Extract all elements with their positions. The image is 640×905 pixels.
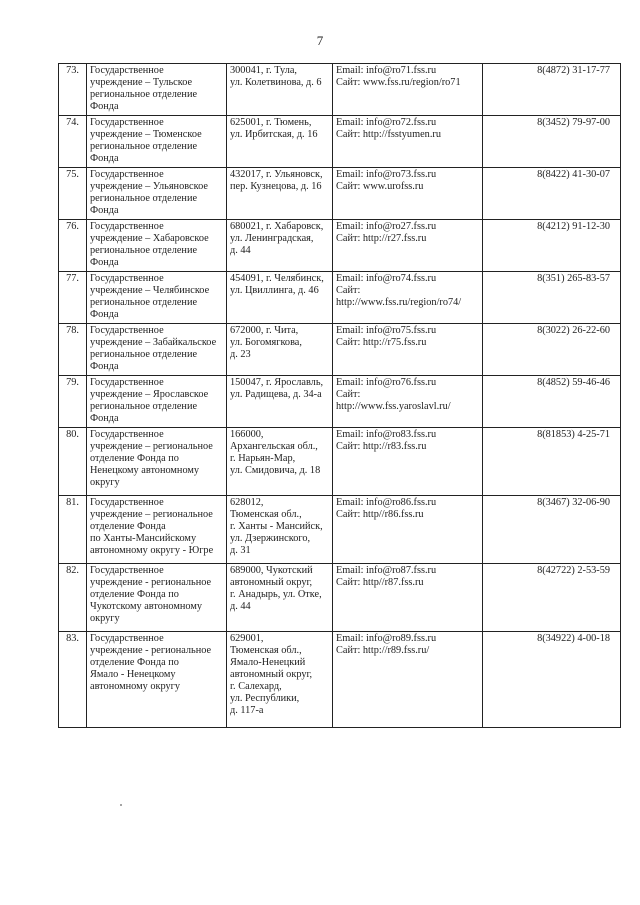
postal-address-line: ул. Цвиллинга, д. 46	[230, 285, 319, 296]
institution-name-cell	[87, 272, 227, 324]
institution-name-line: региональное отделение	[90, 89, 198, 100]
phone-number: 8(351) 265-83-57	[483, 272, 621, 324]
postal-address-line: г. Анадырь, ул. Отке,	[230, 589, 322, 600]
postal-address-line: д. 23	[230, 349, 251, 360]
contact-info-line[interactable]: Email: info@ro86.fss.ru	[336, 497, 437, 508]
row-number: 82.	[59, 564, 87, 632]
postal-address-cell	[227, 168, 333, 220]
postal-address-line: ул. Ирбитская, д. 16	[230, 129, 318, 140]
institution-name-line: учреждение – региональное	[90, 509, 213, 520]
postal-address-line: ул. Богомягкова,	[230, 337, 302, 348]
contact-info-cell	[333, 168, 483, 220]
phone-number: 8(3452) 79-97-00	[483, 116, 621, 168]
institution-name-line: Фонда	[90, 309, 119, 320]
table-row	[59, 168, 621, 220]
contact-info-line[interactable]: Email: info@ro73.fss.ru	[336, 169, 437, 180]
contact-info-cell	[333, 324, 483, 376]
postal-address-line: г. Ханты - Мансийск,	[230, 521, 323, 532]
postal-address-line: д. 31	[230, 545, 251, 556]
institution-name-line: Государственное	[90, 169, 164, 180]
institution-name-cell	[87, 116, 227, 168]
postal-address-line: 628012,	[230, 497, 264, 508]
contact-info-line[interactable]: Сайт:	[336, 285, 361, 296]
postal-address-line: 672000, г. Чита,	[230, 325, 299, 336]
table-row	[59, 632, 621, 728]
postal-address-line: автономный округ,	[230, 669, 313, 680]
table-row	[59, 376, 621, 428]
contact-info-line[interactable]: Сайт: http://r89.fss.ru/	[336, 645, 430, 656]
postal-address-cell	[227, 324, 333, 376]
institution-name-cell	[87, 496, 227, 564]
row-number: 80.	[59, 428, 87, 496]
institution-name-cell	[87, 64, 227, 116]
contact-info-line[interactable]: Email: info@ro74.fss.ru	[336, 273, 437, 284]
postal-address-cell	[227, 376, 333, 428]
contact-info-line[interactable]: Email: info@ro71.fss.ru	[336, 65, 437, 76]
row-number: 79.	[59, 376, 87, 428]
postal-address-line: д. 44	[230, 601, 251, 612]
table-row	[59, 220, 621, 272]
contact-info-line[interactable]: Сайт: http://r27.fss.ru	[336, 233, 427, 244]
contact-info-line[interactable]: Сайт: www.fss.ru/region/ro71	[336, 77, 461, 88]
postal-address-line: 166000,	[230, 429, 264, 440]
institution-name-line: Государственное	[90, 633, 164, 644]
postal-address-line: Тюменская обл.,	[230, 645, 302, 656]
postal-address-cell	[227, 272, 333, 324]
institution-name-line: учреждение – Челябинское	[90, 285, 210, 296]
institution-name-line: Фонда	[90, 153, 119, 164]
institution-name-line: Государственное	[90, 273, 164, 284]
institution-name-line: учреждение - региональное	[90, 645, 212, 656]
postal-address-line: 432017, г. Ульяновск,	[230, 169, 323, 180]
phone-number: 8(4872) 31-17-77	[483, 64, 621, 116]
contact-info-cell	[333, 220, 483, 272]
contact-info-line[interactable]: Email: info@ro83.fss.ru	[336, 429, 437, 440]
institution-name-line: Фонда	[90, 361, 119, 372]
postal-address-line: ул. Смидовича, д. 18	[230, 465, 321, 476]
institution-name-cell	[87, 564, 227, 632]
institution-name-cell	[87, 324, 227, 376]
postal-address-line: Тюменская обл.,	[230, 509, 302, 520]
postal-address-line: 680021, г. Хабаровск,	[230, 221, 324, 232]
institution-name-line: Государственное	[90, 565, 164, 576]
contact-info-line[interactable]: Email: info@ro76.fss.ru	[336, 377, 437, 388]
contact-info-line[interactable]: Сайт: http//r86.fss.ru	[336, 509, 424, 520]
row-number: 78.	[59, 324, 87, 376]
contact-info-line[interactable]: http://www.fss.yaroslavl.ru/	[336, 401, 451, 412]
table-row	[59, 496, 621, 564]
institution-name-line: региональное отделение	[90, 401, 198, 412]
postal-address-line: д. 117-а	[230, 705, 264, 716]
institution-name-line: отделение Фонда по	[90, 453, 179, 464]
table-body	[59, 64, 621, 728]
phone-number: 8(42722) 2-53-59	[483, 564, 621, 632]
institution-name-line: региональное отделение	[90, 349, 198, 360]
institution-name-line: Чукотскому автономному	[90, 601, 202, 612]
institution-name-line: учреждение - региональное	[90, 577, 212, 588]
table-row	[59, 64, 621, 116]
postal-address-cell	[227, 564, 333, 632]
contact-info-cell	[333, 496, 483, 564]
institution-name-line: учреждение – Тульское	[90, 77, 193, 88]
institution-name-line: региональное отделение	[90, 193, 198, 204]
postal-address-line: автономный округ,	[230, 577, 313, 588]
row-number: 76.	[59, 220, 87, 272]
contact-info-line[interactable]: Email: info@ro89.fss.ru	[336, 633, 437, 644]
row-number: 74.	[59, 116, 87, 168]
institution-name-line: по Ханты-Мансийскому	[90, 533, 197, 544]
contact-info-line[interactable]: Сайт:	[336, 389, 361, 400]
contact-info-line[interactable]: Email: info@ro75.fss.ru	[336, 325, 437, 336]
row-number: 75.	[59, 168, 87, 220]
postal-address-line: ул. Ленинградская,	[230, 233, 314, 244]
postal-address-line: 625001, г. Тюмень,	[230, 117, 312, 128]
contact-info-line[interactable]: Сайт: http//r87.fss.ru	[336, 577, 424, 588]
table-row	[59, 324, 621, 376]
contact-info-cell	[333, 64, 483, 116]
postal-address-line: 689000, Чукотский	[230, 565, 313, 576]
scan-speck	[120, 804, 122, 806]
page-number: 7	[316, 33, 324, 48]
postal-address-line: ул. Радищева, д. 34-а	[230, 389, 322, 400]
table-row	[59, 428, 621, 496]
institution-name-line: Государственное	[90, 497, 164, 508]
institution-name-line: округу	[90, 477, 120, 488]
table-row	[59, 272, 621, 324]
postal-address-line: пер. Кузнецова, д. 16	[230, 181, 322, 192]
contact-info-line[interactable]: Сайт: http://r83.fss.ru	[336, 441, 427, 452]
institution-name-line: Государственное	[90, 65, 164, 76]
phone-number: 8(3467) 32-06-90	[483, 496, 621, 564]
postal-address-line: д. 44	[230, 245, 251, 256]
table-row	[59, 564, 621, 632]
institution-name-line: учреждение – Ярославское	[90, 389, 209, 400]
phone-number: 8(34922) 4-00-18	[483, 632, 621, 728]
contact-info-line[interactable]: Сайт: www.urofss.ru	[336, 181, 424, 192]
contact-info-line[interactable]: Сайт: http://r75.fss.ru	[336, 337, 427, 348]
row-number: 83.	[59, 632, 87, 728]
institution-name-line: региональное отделение	[90, 297, 198, 308]
institution-name-line: Государственное	[90, 221, 164, 232]
postal-address-cell	[227, 496, 333, 564]
institution-name-line: Ямало - Ненецкому	[90, 669, 176, 680]
institution-name-line: отделение Фонда по	[90, 589, 179, 600]
phone-number: 8(4212) 91-12-30	[483, 220, 621, 272]
institution-name-line: региональное отделение	[90, 245, 198, 256]
institution-name-cell	[87, 632, 227, 728]
postal-address-cell	[227, 632, 333, 728]
phone-number: 8(81853) 4-25-71	[483, 428, 621, 496]
contact-info-line[interactable]: http://www.fss.ru/region/ro74/	[336, 297, 462, 308]
contact-info-cell	[333, 272, 483, 324]
contact-info-line[interactable]: Email: info@ro72.fss.ru	[336, 117, 437, 128]
institution-name-line: Государственное	[90, 377, 164, 388]
institution-name-line: Государственное	[90, 325, 164, 336]
postal-address-line: 300041, г. Тула,	[230, 65, 298, 76]
institution-name-line: Фонда	[90, 413, 119, 424]
institution-name-line: учреждение – региональное	[90, 441, 213, 452]
row-number: 73.	[59, 64, 87, 116]
contact-info-cell	[333, 632, 483, 728]
institution-name-line: Государственное	[90, 429, 164, 440]
contact-info-line[interactable]: Email: info@ro27.fss.ru	[336, 221, 437, 232]
institution-name-cell	[87, 220, 227, 272]
institution-name-line: учреждение – Забайкальское	[90, 337, 217, 348]
row-number: 77.	[59, 272, 87, 324]
institution-name-cell	[87, 376, 227, 428]
institution-name-line: Фонда	[90, 101, 119, 112]
postal-address-line: г. Нарьян-Мар,	[230, 453, 296, 464]
contact-info-cell	[333, 376, 483, 428]
phone-number: 8(3022) 26-22-60	[483, 324, 621, 376]
postal-address-line: 629001,	[230, 633, 264, 644]
institution-name-line: автономному округу - Югре	[90, 545, 214, 556]
contact-info-cell	[333, 564, 483, 632]
postal-address-line: Ямало-Ненецкий	[230, 657, 306, 668]
phone-number: 8(4852) 59-46-46	[483, 376, 621, 428]
institution-name-line: региональное отделение	[90, 141, 198, 152]
institution-name-line: Ненецкому автономному	[90, 465, 200, 476]
postal-address-cell	[227, 428, 333, 496]
postal-address-cell	[227, 116, 333, 168]
postal-address-line: ул. Колетвинова, д. 6	[230, 77, 322, 88]
contact-info-line[interactable]: Email: info@ro87.fss.ru	[336, 565, 437, 576]
postal-address-line: 454091, г. Челябинск,	[230, 273, 324, 284]
postal-address-line: ул. Дзержинского,	[230, 533, 311, 544]
institution-name-line: Государственное	[90, 117, 164, 128]
postal-address-line: г. Салехард,	[230, 681, 282, 692]
institution-name-line: отделение Фонда по	[90, 657, 179, 668]
contact-info-cell	[333, 428, 483, 496]
institution-name-line: учреждение – Тюменское	[90, 129, 202, 140]
institution-name-line: Фонда	[90, 205, 119, 216]
institution-name-line: автономному округу	[90, 681, 181, 692]
institution-name-line: учреждение – Ульяновское	[90, 181, 208, 192]
institution-name-line: учреждение – Хабаровское	[90, 233, 209, 244]
institution-name-cell	[87, 168, 227, 220]
registry-table	[58, 63, 621, 728]
table-row	[59, 116, 621, 168]
row-number: 81.	[59, 496, 87, 564]
phone-number: 8(8422) 41-30-07	[483, 168, 621, 220]
postal-address-cell	[227, 220, 333, 272]
institution-name-cell	[87, 428, 227, 496]
postal-address-line: 150047, г. Ярославль,	[230, 377, 324, 388]
postal-address-line: ул. Республики,	[230, 693, 300, 704]
postal-address-line: Архангельская обл.,	[230, 441, 318, 452]
contact-info-cell	[333, 116, 483, 168]
institution-name-line: Фонда	[90, 257, 119, 268]
contact-info-line[interactable]: Сайт: http://fsstyumen.ru	[336, 129, 441, 140]
institution-name-line: округу	[90, 613, 120, 624]
postal-address-cell	[227, 64, 333, 116]
institution-name-line: отделение Фонда	[90, 521, 166, 532]
